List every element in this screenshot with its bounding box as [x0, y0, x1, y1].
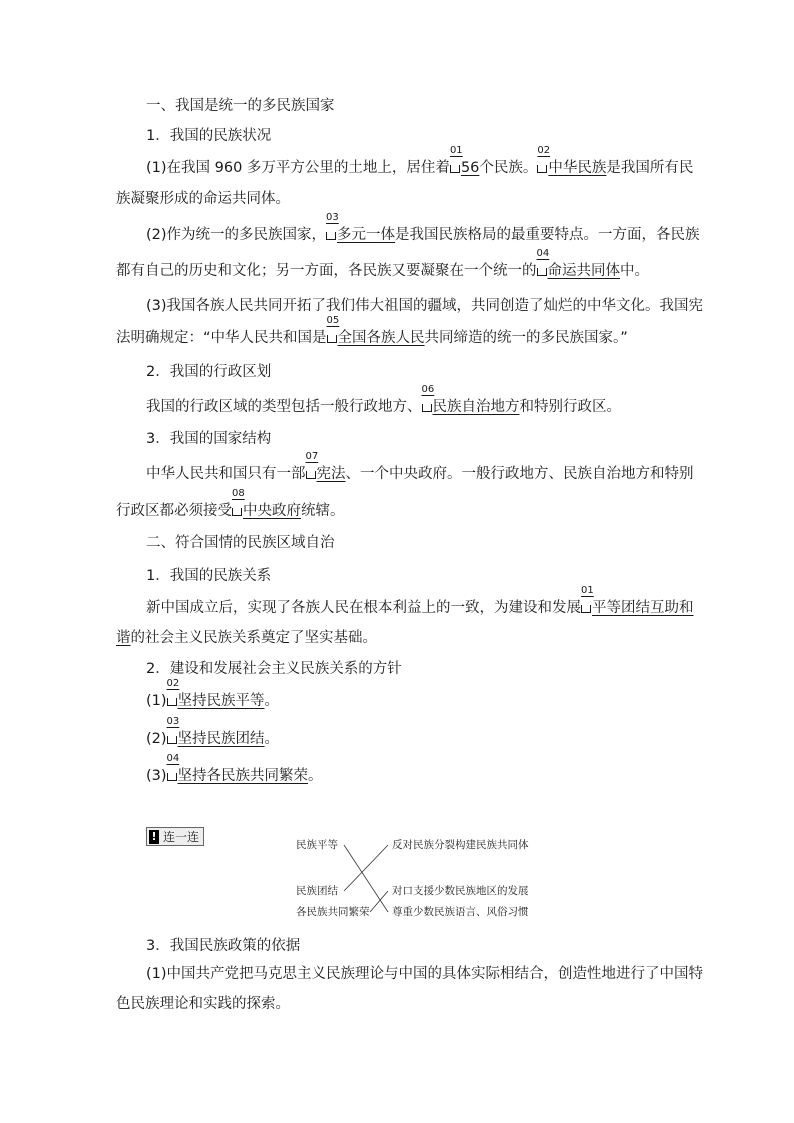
section-heading: 二、符合国情的民族区域自治 [146, 535, 335, 551]
exclamation-icon: ! [149, 830, 159, 844]
paragraph-line: 都有自己的历史和文化；另一方面，各民族又要凝聚在一个统一的 04 命运共同体中。 [116, 260, 686, 282]
subsection-heading: 2．我国的行政区划 [146, 364, 272, 380]
paragraph-line: 行政区都必须接受 08 中央政府统辖。 [116, 500, 686, 522]
subsection-heading: 2．建设和发展社会主义民族关系的方针 [146, 661, 402, 677]
matching-lines [288, 828, 548, 923]
lianyilian-badge [146, 827, 204, 846]
paragraph-line: 法明确规定：“中华人民共和国是 05 全国各族人民共同缔造的统一的多民族国家。” [116, 327, 686, 349]
answer-blank: 04 命运共同体 [536, 248, 620, 279]
paragraph-line: 我国的行政区域的类型包括一般行政地方、 06 民族自治地方和特别行政区。 [146, 396, 716, 418]
answer-blank: 01 平等团结互助和 [581, 585, 694, 616]
match-line [370, 891, 388, 912]
paragraph-line: 族凝聚形成的命运共同体。 [116, 191, 290, 207]
paragraph-line: (2)作为统一的多民族国家， 03 多元一体是我国民族格局的最重要特点。一方面，各民族 [146, 224, 716, 246]
paragraph-line: 新中国成立后，实现了各族人民在根本利益上的一致，为建设和发展 01 平等团结互助和 [146, 597, 716, 619]
subsection-heading: 1．我国的民族状况 [146, 128, 272, 144]
match-right-item: 反对民族分裂构建民族共同体 [392, 839, 529, 851]
answer-blank: 01 56 [449, 145, 480, 176]
paragraph-line: 谐的社会主义民族关系奠定了坚实基础。 [116, 630, 377, 646]
answer-blank: 06 民族自治地方 [421, 384, 520, 415]
answer-blank: 02 坚持民族平等 [166, 678, 265, 709]
match-left-item: 民族团结 [296, 885, 338, 897]
answer-blank: 03 坚持民族团结 [166, 716, 265, 747]
match-right-item: 对口支援少数民族地区的发展 [392, 885, 529, 897]
section-heading: 一、我国是统一的多民族国家 [146, 98, 335, 114]
paragraph-line: 色民族理论和实践的探索。 [116, 996, 290, 1012]
list-item: (2) 03 坚持民族团结。 [146, 728, 716, 750]
match-left-item: 各民族共同繁荣 [296, 906, 370, 918]
match-line [344, 845, 388, 891]
answer-blank: 03 多元一体 [326, 212, 396, 243]
answer-blank: 07 宪法 [305, 451, 346, 482]
match-line [344, 845, 388, 912]
paragraph-line: (1)在我国 960 多万平方公里的土地上，居住着 01 56个民族。 02 中华民族是我国所有民 [146, 157, 716, 179]
lianyilian-label: 连一连 [163, 830, 200, 844]
answer-blank: 04 坚持各民族共同繁荣 [166, 753, 309, 784]
paragraph-line: (3)我国各族人民共同开拓了我们伟大祖国的疆域，共同创造了灿烂的中华文化。我国宪 [146, 298, 704, 314]
paragraph-line: (1)中国共产党把马克思主义民族理论与中国的具体实际相结合，创造性地进行了中国特 [146, 966, 704, 982]
paragraph-line: 中华人民共和国只有一部 07 宪法、一个中央政府。一般行政地方、民族自治地方和特别 [146, 463, 716, 485]
list-item: (1) 02 坚持民族平等。 [146, 690, 716, 712]
subsection-heading: 1．我国的民族关系 [146, 568, 272, 584]
subsection-heading: 3．我国的国家结构 [146, 431, 272, 447]
subsection-heading: 3．我国民族政策的依据 [146, 938, 301, 954]
list-item: (3) 04 坚持各民族共同繁荣。 [146, 765, 716, 787]
answer-blank: 02 中华民族 [537, 145, 607, 176]
answer-blank: 08 中央政府 [232, 488, 301, 519]
matching-diagram [288, 828, 548, 923]
answer-blank: 05 全国各族人民 [326, 315, 425, 346]
match-left-item: 民族平等 [296, 839, 338, 851]
match-right-item: 尊重少数民族语言、风俗习惯 [392, 906, 529, 918]
